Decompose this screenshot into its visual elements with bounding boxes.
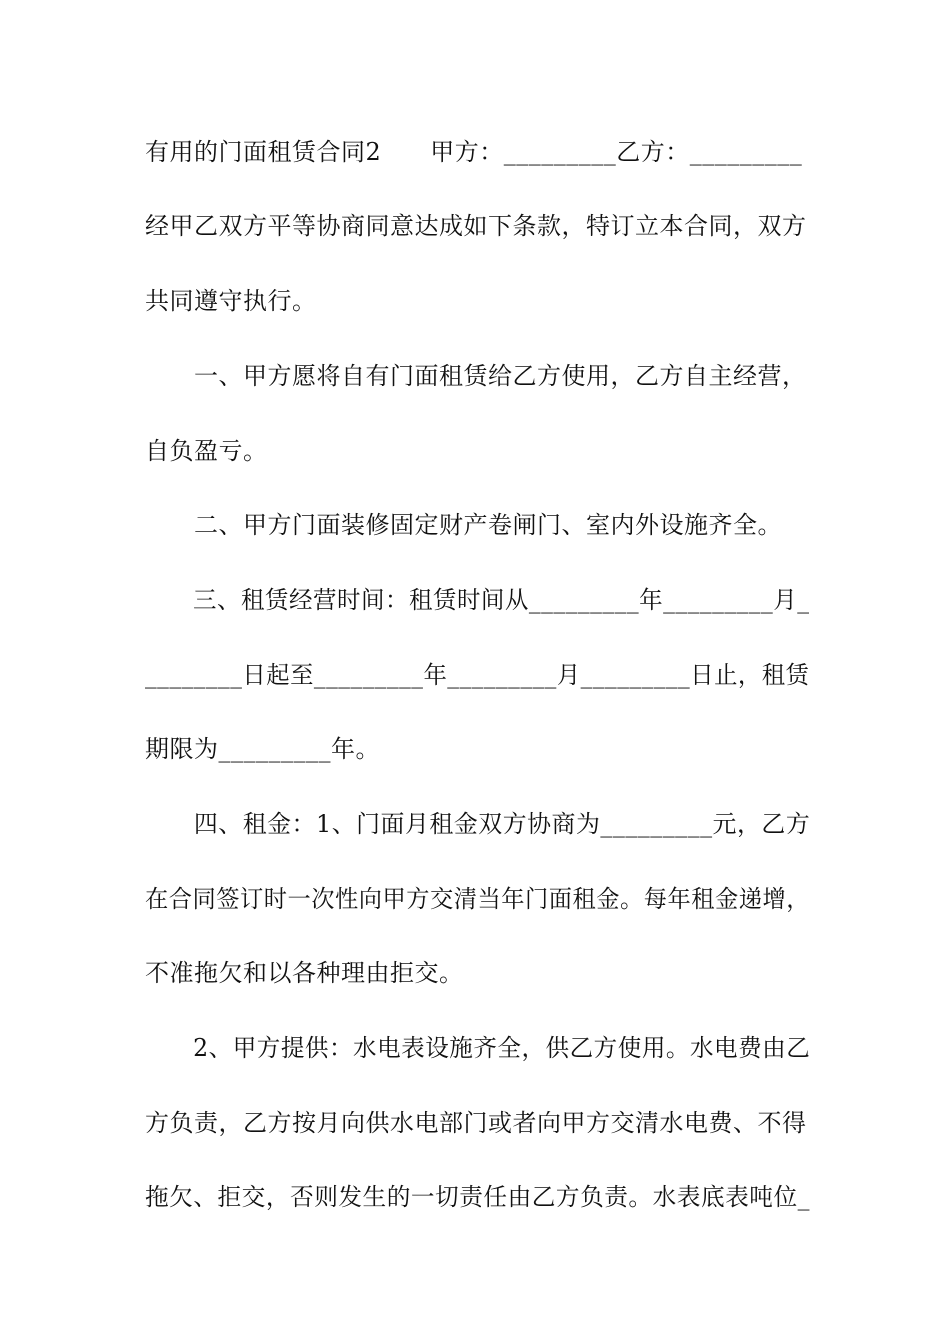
text-line: 四、租金：1、门面月租金双方协商为_________元，乙方 <box>145 810 811 838</box>
text-line: 自负盈亏。 <box>145 437 268 465</box>
text-line: 经甲乙双方平等协商同意达成如下条款，特订立本合同，双方 <box>145 212 807 240</box>
text-line: ________日起至_________年_________月_________日止，租赁 <box>145 661 810 689</box>
text-line: 共同遵守执行。 <box>145 287 317 315</box>
text-line: 三、租赁经营时间：租赁时间从_________年_________月_ <box>145 586 810 614</box>
text-line: 一、甲方愿将自有门面租赁给乙方使用，乙方自主经营， <box>145 362 807 390</box>
text-line: 拖欠、拒交，否则发生的一切责任由乙方负责。水表底表吨位_ <box>145 1183 810 1211</box>
text-line: 期限为_________年。 <box>145 735 380 763</box>
text-line: 不准拖欠和以各种理由拒交。 <box>145 959 464 987</box>
text-line: 二、甲方门面装修固定财产卷闸门、室内外设施齐全。 <box>145 511 782 539</box>
text-line: 2、甲方提供：水电表设施齐全，供乙方使用。水电费由乙 <box>145 1034 811 1062</box>
text-line: 方负责，乙方按月向供水电部门或者向甲方交清水电费、不得 <box>145 1109 807 1137</box>
text-line: 在合同签订时一次性向甲方交清当年门面租金。每年租金递增， <box>145 885 811 913</box>
title-line: 有用的门面租赁合同2 甲方：_________乙方：_________ <box>145 138 803 166</box>
